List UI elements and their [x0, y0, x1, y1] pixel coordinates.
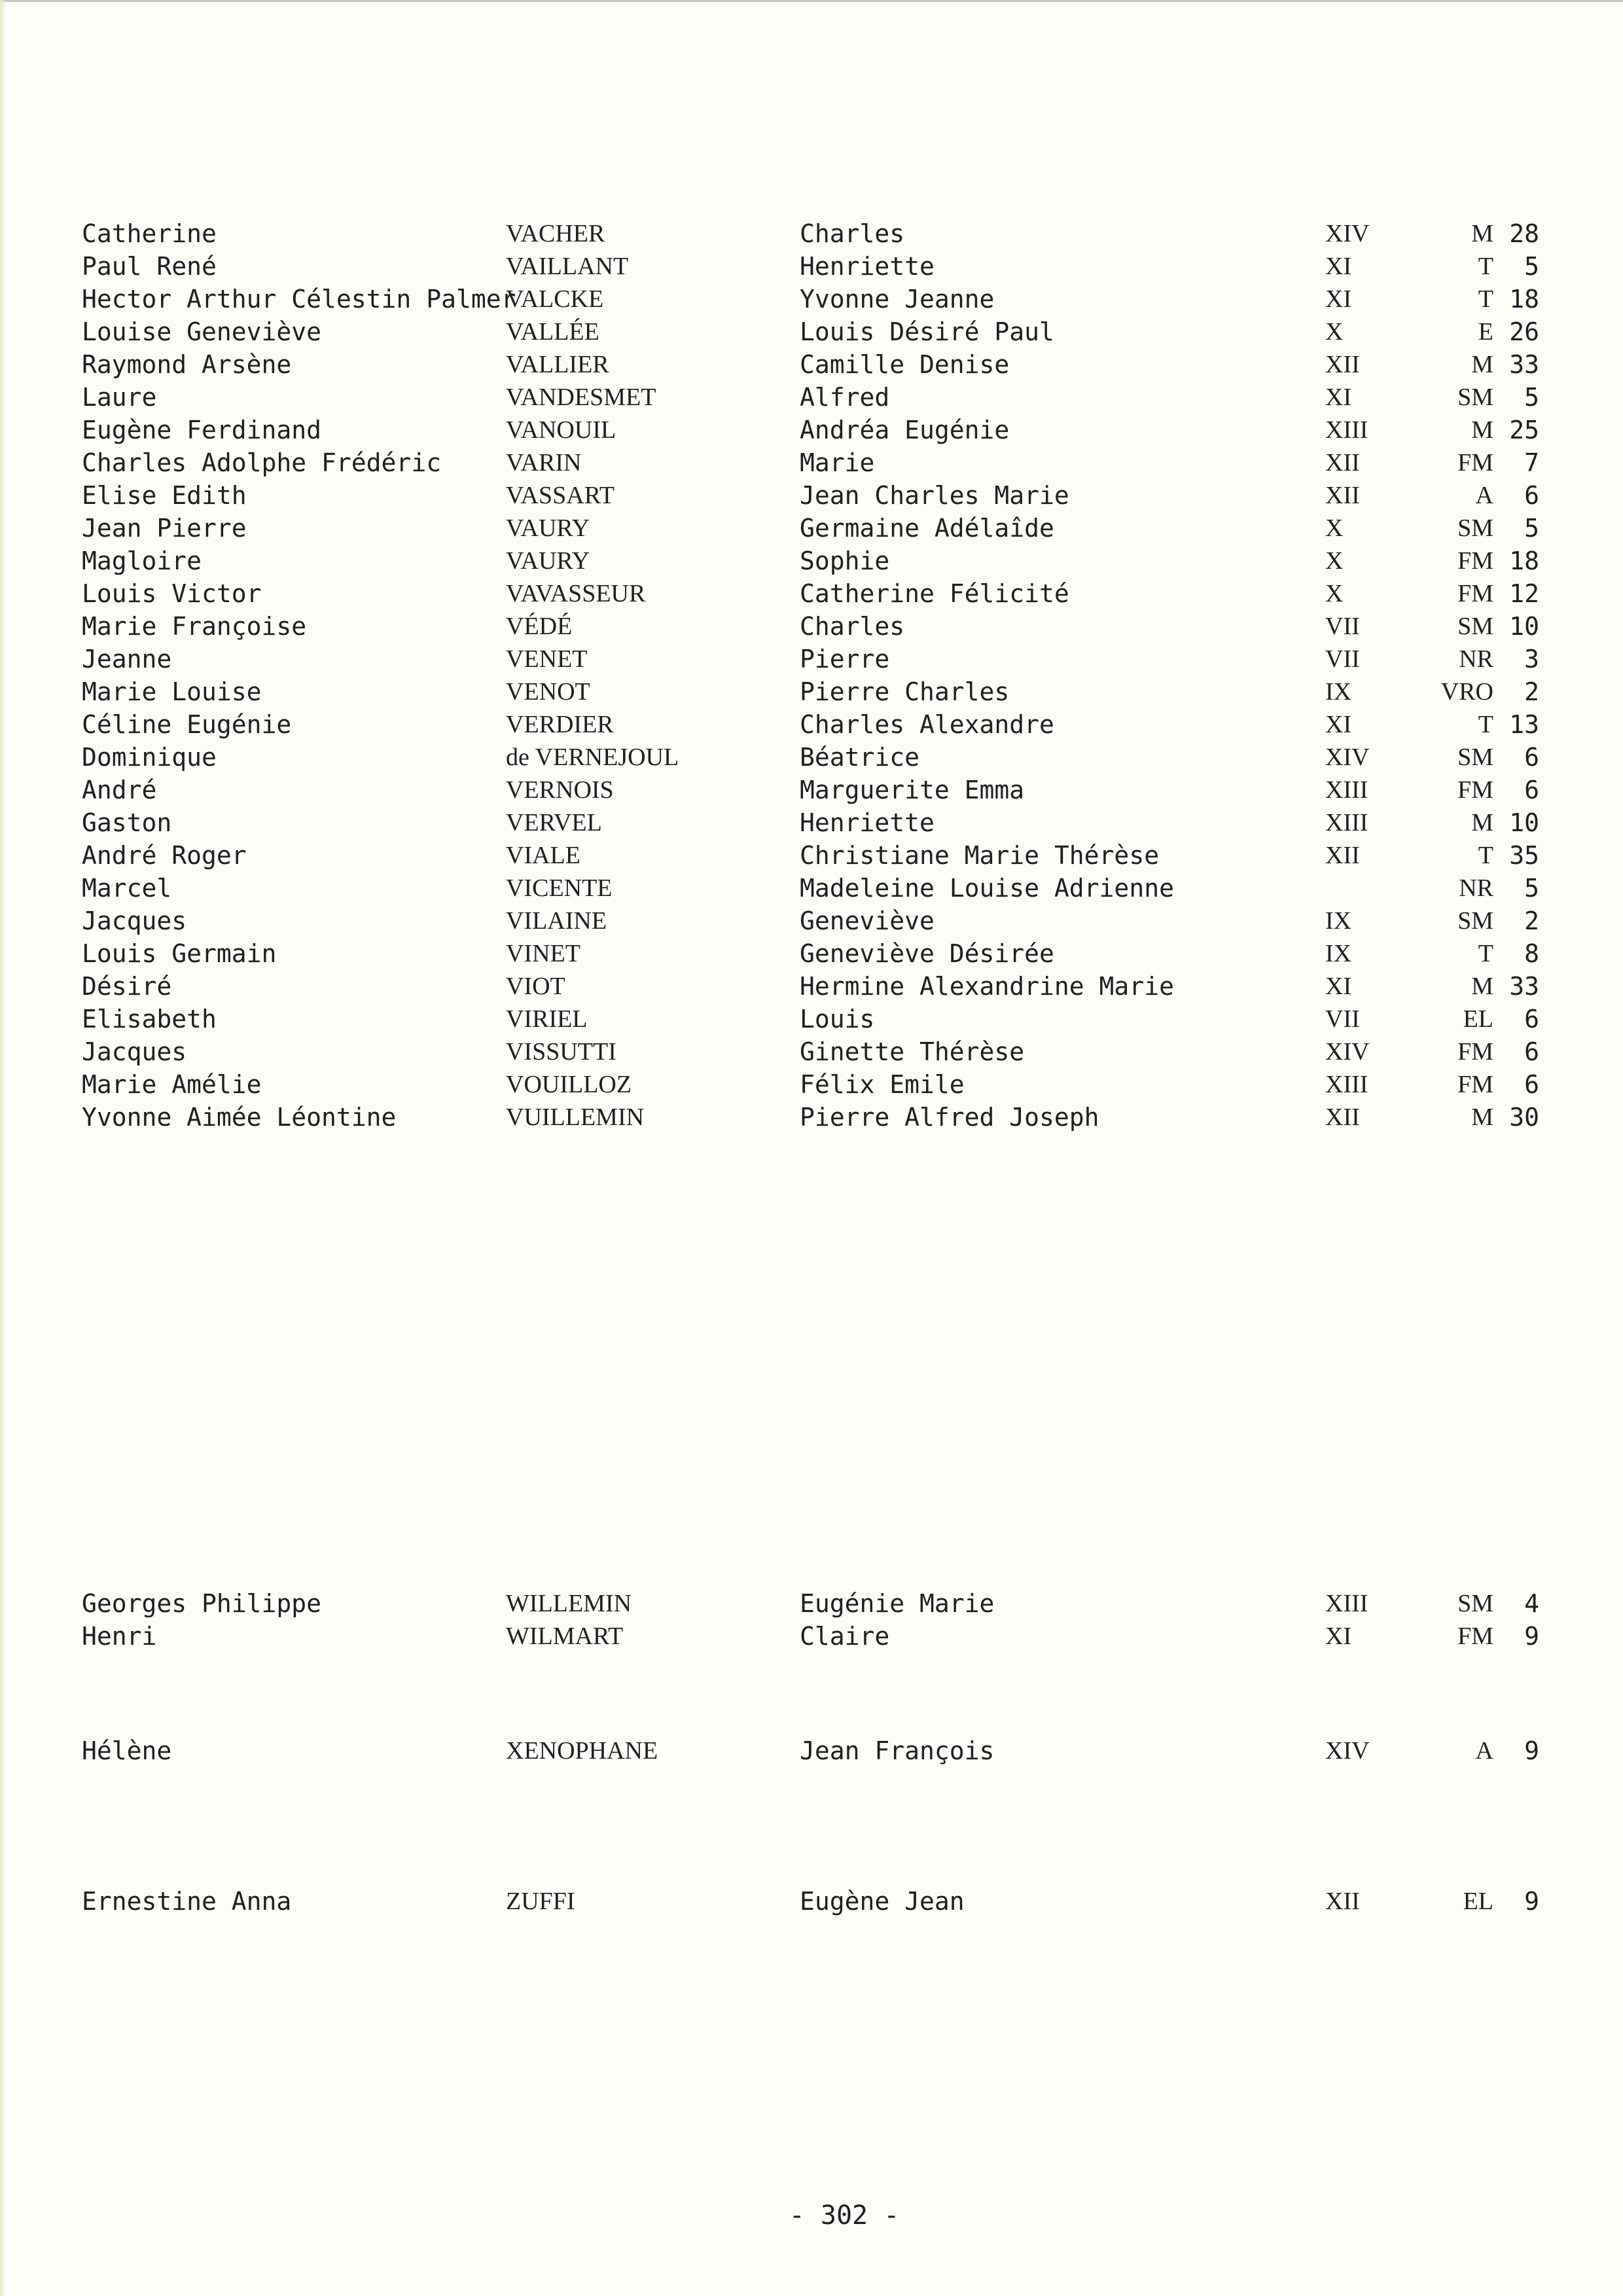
- page-number: - 302 -: [789, 2200, 900, 2231]
- surname: VINET: [506, 940, 580, 967]
- roman-numeral: XII: [1325, 482, 1360, 509]
- roman-numeral: XII: [1325, 449, 1360, 476]
- given-name: Elise Edith: [82, 481, 247, 510]
- list-item: [0, 970, 1623, 1003]
- scan-top-edge: [0, 0, 1623, 10]
- list-item: [0, 610, 1623, 643]
- code: M: [1471, 416, 1493, 444]
- code: FM: [1457, 547, 1493, 575]
- number: 6: [1524, 1070, 1539, 1099]
- roman-numeral: XI: [1325, 973, 1352, 1000]
- surname: VANDESMET: [506, 384, 656, 411]
- number: 8: [1524, 939, 1539, 968]
- number: 35: [1509, 841, 1539, 870]
- number: 6: [1524, 1005, 1539, 1033]
- code: M: [1471, 351, 1493, 378]
- code: SM: [1457, 613, 1493, 640]
- code: T: [1478, 285, 1493, 313]
- spouse-name: Charles Alexandre: [800, 710, 1054, 739]
- spouse-name: Henriette: [800, 808, 935, 837]
- roman-numeral: VII: [1325, 645, 1360, 673]
- number: 33: [1509, 972, 1539, 1001]
- number: 6: [1524, 776, 1539, 804]
- list-item: [0, 512, 1623, 545]
- roman-numeral: XII: [1325, 1888, 1360, 1915]
- surname: VACHER: [506, 220, 605, 247]
- list-item: [0, 479, 1623, 512]
- surname: VERVEL: [506, 809, 602, 836]
- surname: VIOT: [506, 973, 565, 1000]
- roman-numeral: XIV: [1325, 744, 1370, 771]
- roman-numeral: XIV: [1325, 1038, 1370, 1066]
- given-name: Magloire: [82, 547, 202, 575]
- list-item: [0, 1101, 1623, 1134]
- number: 2: [1524, 677, 1539, 706]
- number: 5: [1524, 383, 1539, 412]
- code: T: [1478, 940, 1493, 967]
- list-item: [0, 708, 1623, 741]
- code: T: [1478, 711, 1493, 738]
- spouse-name: Pierre: [800, 645, 890, 673]
- given-name: Louis Germain: [82, 939, 277, 968]
- spouse-name: Jean François: [800, 1736, 995, 1765]
- code: E: [1478, 318, 1493, 346]
- code: M: [1471, 973, 1493, 1000]
- given-name: Jean Pierre: [82, 514, 247, 543]
- given-name: Céline Eugénie: [82, 710, 292, 739]
- number: 2: [1524, 906, 1539, 935]
- roman-numeral: VII: [1325, 1005, 1360, 1033]
- list-item: [0, 643, 1623, 675]
- surname: VALLÉE: [506, 318, 599, 346]
- list-item: [0, 675, 1623, 708]
- surname: VANOUIL: [506, 416, 616, 444]
- surname: VIRIEL: [506, 1005, 588, 1033]
- given-name: Marie Françoise: [82, 612, 307, 641]
- spouse-name: Pierre Alfred Joseph: [800, 1103, 1099, 1132]
- list-item: [0, 905, 1623, 937]
- given-name: Paul René: [82, 252, 217, 281]
- given-name: Catherine: [82, 219, 217, 248]
- code: M: [1471, 809, 1493, 836]
- given-name: Elisabeth: [82, 1005, 217, 1033]
- roman-numeral: XI: [1325, 1623, 1352, 1650]
- roman-numeral: XIV: [1325, 220, 1370, 247]
- roman-numeral: X: [1325, 318, 1344, 346]
- code: NR: [1459, 874, 1493, 902]
- given-name: Louis Victor: [82, 579, 262, 608]
- spouse-name: Marie: [800, 448, 875, 477]
- roman-numeral: XII: [1325, 351, 1360, 378]
- surname: WILLEMIN: [506, 1590, 632, 1617]
- code: SM: [1457, 744, 1493, 771]
- roman-numeral: XIII: [1325, 776, 1368, 804]
- code: A: [1475, 482, 1493, 509]
- list-item: [0, 741, 1623, 774]
- spouse-name: Eugénie Marie: [800, 1589, 995, 1618]
- roman-numeral: XIII: [1325, 809, 1368, 836]
- roman-numeral: X: [1325, 547, 1344, 575]
- surname: VICENTE: [506, 874, 613, 902]
- number: 6: [1524, 743, 1539, 772]
- spouse-name: Germaine Adélaîde: [800, 514, 1054, 543]
- given-name: Jeanne: [82, 645, 172, 673]
- list-item: [0, 1068, 1623, 1101]
- list-item: [0, 937, 1623, 970]
- code: T: [1478, 842, 1493, 869]
- list-item: [0, 1885, 1623, 1918]
- given-name: Marie Amélie: [82, 1070, 262, 1099]
- given-name: André Roger: [82, 841, 247, 870]
- spouse-name: Yvonne Jeanne: [800, 285, 995, 314]
- list-item: [0, 1620, 1623, 1653]
- number: 18: [1509, 547, 1539, 575]
- surname: VÉDÉ: [506, 613, 573, 640]
- list-item: [0, 1734, 1623, 1767]
- surname: ZUFFI: [506, 1888, 575, 1915]
- surname: VENET: [506, 645, 588, 673]
- roman-numeral: IX: [1325, 940, 1352, 967]
- given-name: Ernestine Anna: [82, 1887, 292, 1916]
- number: 5: [1524, 874, 1539, 903]
- given-name: Henri: [82, 1622, 157, 1651]
- roman-numeral: XI: [1325, 285, 1352, 313]
- number: 3: [1524, 645, 1539, 673]
- roman-numeral: XII: [1325, 1103, 1360, 1131]
- surname: VASSART: [506, 482, 615, 509]
- list-item: [0, 381, 1623, 414]
- list-item: [0, 806, 1623, 839]
- spouse-name: Charles: [800, 219, 905, 248]
- roman-numeral: XIII: [1325, 1590, 1368, 1617]
- given-name: Marcel: [82, 874, 172, 903]
- number: 28: [1509, 219, 1539, 248]
- given-name: Marie Louise: [82, 677, 262, 706]
- roman-numeral: XI: [1325, 253, 1352, 280]
- list-item: [0, 315, 1623, 348]
- spouse-name: Sophie: [800, 547, 890, 575]
- list-item: [0, 446, 1623, 479]
- given-name: Charles Adolphe Frédéric: [82, 448, 442, 477]
- number: 12: [1509, 579, 1539, 608]
- spouse-name: Hermine Alexandrine Marie: [800, 972, 1174, 1001]
- given-name: Laure: [82, 383, 157, 412]
- spouse-name: Catherine Félicité: [800, 579, 1069, 608]
- roman-numeral: XI: [1325, 384, 1352, 411]
- roman-numeral: XIV: [1325, 1737, 1370, 1765]
- list-item: [0, 283, 1623, 315]
- surname: VUILLEMIN: [506, 1103, 645, 1131]
- spouse-name: Pierre Charles: [800, 677, 1010, 706]
- given-name: Louise Geneviève: [82, 317, 322, 346]
- spouse-name: Marguerite Emma: [800, 776, 1025, 804]
- code: SM: [1457, 907, 1493, 935]
- number: 25: [1509, 416, 1539, 444]
- surname: VERDIER: [506, 711, 614, 738]
- spouse-name: Geneviève: [800, 906, 935, 935]
- surname: VAURY: [506, 547, 590, 575]
- list-item: [0, 1035, 1623, 1068]
- code: EL: [1463, 1888, 1493, 1915]
- spouse-name: Charles: [800, 612, 905, 641]
- surname: VENOT: [506, 678, 590, 706]
- number: 30: [1509, 1103, 1539, 1132]
- roman-numeral: XII: [1325, 842, 1360, 869]
- spouse-name: Claire: [800, 1622, 890, 1651]
- spouse-name: Camille Denise: [800, 350, 1010, 379]
- code: VRO: [1440, 678, 1493, 706]
- number: 5: [1524, 252, 1539, 281]
- list-item: [0, 545, 1623, 577]
- spouse-name: Henriette: [800, 252, 935, 281]
- given-name: Yvonne Aimée Léontine: [82, 1103, 397, 1132]
- roman-numeral: XIII: [1325, 1071, 1368, 1098]
- roman-numeral: XIII: [1325, 416, 1368, 444]
- given-name: Hélène: [82, 1736, 172, 1765]
- given-name: Eugène Ferdinand: [82, 416, 322, 444]
- number: 26: [1509, 317, 1539, 346]
- code: A: [1475, 1737, 1493, 1765]
- surname: VAURY: [506, 514, 590, 542]
- code: EL: [1463, 1005, 1493, 1033]
- number: 9: [1524, 1622, 1539, 1651]
- list-item: [0, 577, 1623, 610]
- roman-numeral: VII: [1325, 613, 1360, 640]
- roman-numeral: IX: [1325, 678, 1352, 706]
- surname: WILMART: [506, 1623, 624, 1650]
- surname: VALLIER: [506, 351, 609, 378]
- spouse-name: Madeleine Louise Adrienne: [800, 874, 1174, 903]
- surname: VIALE: [506, 842, 580, 869]
- roman-numeral: X: [1325, 514, 1344, 542]
- surname: VISSUTTI: [506, 1038, 616, 1066]
- code: SM: [1457, 1590, 1493, 1617]
- spouse-name: Alfred: [800, 383, 890, 412]
- number: 10: [1509, 612, 1539, 641]
- number: 9: [1524, 1887, 1539, 1916]
- spouse-name: Ginette Thérèse: [800, 1037, 1025, 1066]
- number: 6: [1524, 1037, 1539, 1066]
- list-item: [0, 1587, 1623, 1620]
- code: FM: [1457, 1038, 1493, 1066]
- code: NR: [1459, 645, 1493, 673]
- surname: VARIN: [506, 449, 582, 476]
- given-name: Dominique: [82, 743, 217, 772]
- roman-numeral: XI: [1325, 711, 1352, 738]
- given-name: Gaston: [82, 808, 172, 837]
- list-item: [0, 774, 1623, 806]
- number: 4: [1524, 1589, 1539, 1618]
- list-item: [0, 1003, 1623, 1035]
- spouse-name: Louis Désiré Paul: [800, 317, 1054, 346]
- code: FM: [1457, 449, 1493, 476]
- surname: VALCKE: [506, 285, 604, 313]
- code: M: [1471, 220, 1493, 247]
- spouse-name: Félix Emile: [800, 1070, 965, 1099]
- surname: de VERNEJOUL: [506, 744, 679, 771]
- surname: VAVASSEUR: [506, 580, 646, 607]
- given-name: Georges Philippe: [82, 1589, 322, 1618]
- roman-numeral: IX: [1325, 907, 1352, 935]
- given-name: Jacques: [82, 1037, 187, 1066]
- code: SM: [1457, 514, 1493, 542]
- surname: VOUILLOZ: [506, 1071, 632, 1098]
- given-name: Raymond Arsène: [82, 350, 292, 379]
- code: FM: [1457, 580, 1493, 607]
- code: FM: [1457, 776, 1493, 804]
- code: FM: [1457, 1623, 1493, 1650]
- code: M: [1471, 1103, 1493, 1131]
- number: 7: [1524, 448, 1539, 477]
- list-item: [0, 217, 1623, 250]
- spouse-name: Andréa Eugénie: [800, 416, 1010, 444]
- list-item: [0, 250, 1623, 283]
- roman-numeral: X: [1325, 580, 1344, 607]
- spouse-name: Geneviève Désirée: [800, 939, 1054, 968]
- code: SM: [1457, 384, 1493, 411]
- surname: VERNOIS: [506, 776, 614, 804]
- surname: VAILLANT: [506, 253, 629, 280]
- surname: XENOPHANE: [506, 1737, 658, 1765]
- given-name: Jacques: [82, 906, 187, 935]
- code: FM: [1457, 1071, 1493, 1098]
- number: 5: [1524, 514, 1539, 543]
- surname: VILAINE: [506, 907, 607, 935]
- spouse-name: Christiane Marie Thérèse: [800, 841, 1160, 870]
- code: T: [1478, 253, 1493, 280]
- number: 33: [1509, 350, 1539, 379]
- spouse-name: Louis: [800, 1005, 875, 1033]
- given-name: André: [82, 776, 157, 804]
- list-item: [0, 839, 1623, 872]
- number: 6: [1524, 481, 1539, 510]
- number: 13: [1509, 710, 1539, 739]
- given-name: Désiré: [82, 972, 172, 1001]
- given-name: Hector Arthur Célestin Palmer: [82, 285, 516, 314]
- list-item: [0, 414, 1623, 446]
- spouse-name: Béatrice: [800, 743, 920, 772]
- list-item: [0, 872, 1623, 905]
- number: 10: [1509, 808, 1539, 837]
- list-item: [0, 348, 1623, 381]
- number: 9: [1524, 1736, 1539, 1765]
- spouse-name: Jean Charles Marie: [800, 481, 1069, 510]
- spouse-name: Eugène Jean: [800, 1887, 965, 1916]
- number: 18: [1509, 285, 1539, 314]
